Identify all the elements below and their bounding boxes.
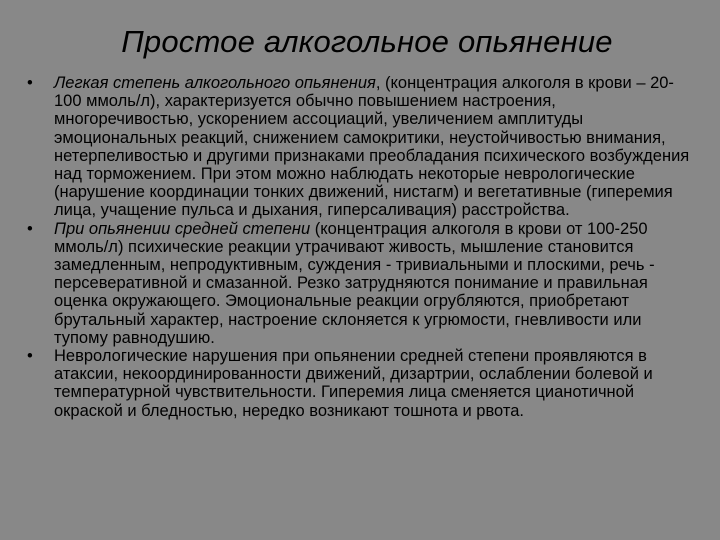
list-item bbox=[0, 347, 720, 420]
list-item-lead: Легкая степень алкогольного опьянения bbox=[54, 74, 376, 92]
list-item-body: Неврологические нарушения при опьянении средней степени проявляются в атаксии, некоординированности движений, дизартрии, ослаблении болевой и температурной чувствительности. Гиперемия лица сменяется цианотичной окраской и бледностью, нередко возникают тошнота и рвота. bbox=[54, 347, 653, 420]
list-item-text bbox=[54, 74, 696, 220]
bullet-icon: • bbox=[27, 347, 33, 366]
bullet-icon: • bbox=[27, 74, 33, 92]
bullet-icon: • bbox=[27, 219, 33, 238]
list-item bbox=[0, 220, 720, 347]
list-item-body: (концентрация алкоголя в крови от 100-250 ммоль/л) психические реакции утрачивают живость, мышление становится замедленным, непродуктивным, суждения - тривиальными и плоскими, речь - персеверативной и смазанной. Резко затрудняются понимание и правильная оценка окружающего. Эмоциональные реакции огрубляются, приобретают брутальный характер, настроение склоняется к угрюмости, гневливости или тупому равнодушию. bbox=[54, 219, 655, 347]
list-item-text bbox=[54, 347, 696, 420]
list-item-text bbox=[54, 220, 696, 347]
list-item-body: , (концентрация алкоголя в крови – 20-100 ммоль/л), характеризуется обычно повышением настроения, многоречивостью, ускорением ассоциаций, увеличением амплитуды эмоциональных реакций, снижением самокритики, неустойчивостью внимания, нетерпеливостью и другими признаками преобладания психического возбуждения над торможением. При этом можно наблюдать некоторые неврологические (нарушение координации тонких движений, нистагм) и вегетативные (гиперемия лица, учащение пульса и дыхания, гиперсаливация) расстройства. bbox=[54, 74, 690, 220]
bullet-list bbox=[0, 74, 720, 420]
list-item bbox=[0, 74, 720, 220]
slide-title: Простое алкогольное опьянение bbox=[121, 24, 613, 59]
list-item-lead: При опьянении средней степени bbox=[54, 219, 311, 238]
